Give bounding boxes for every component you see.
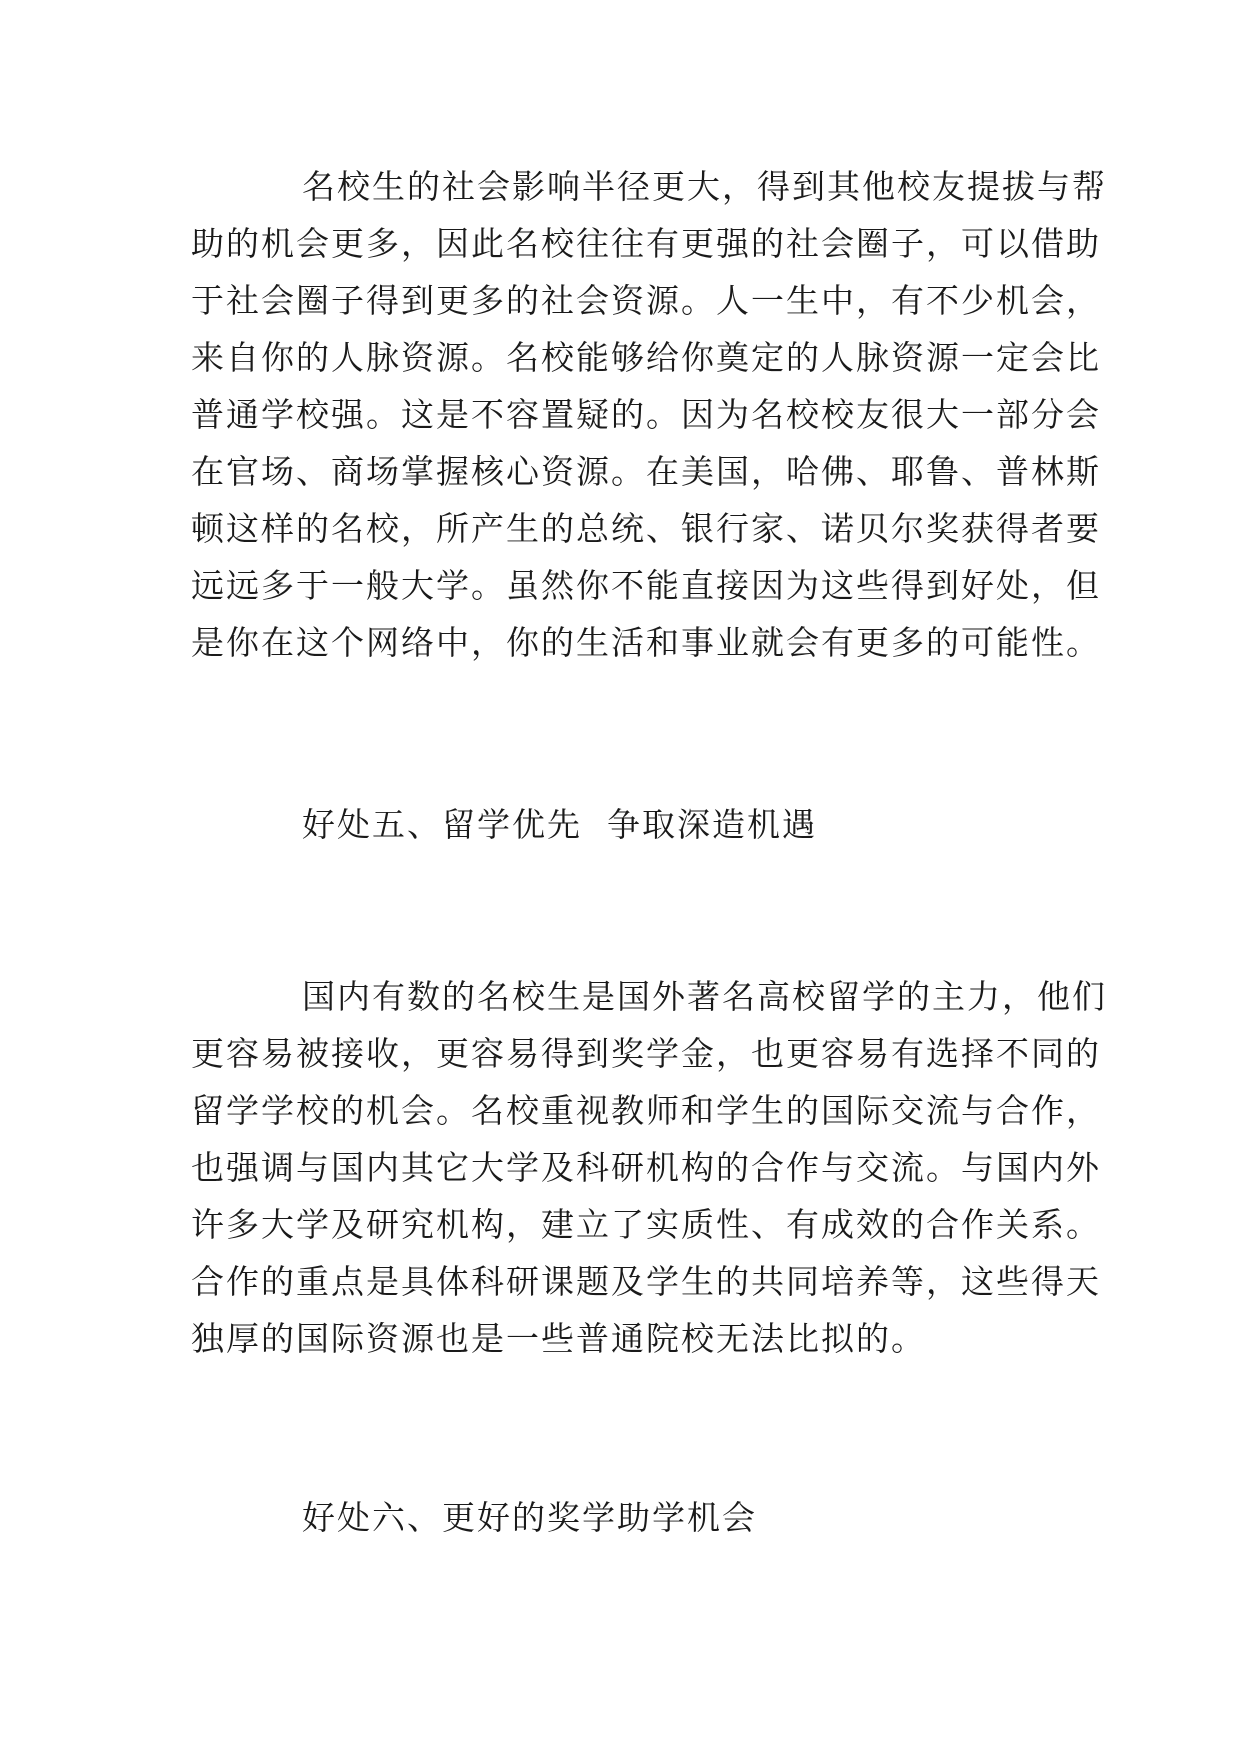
paragraph-line: 留学学校的机会。名校重视教师和学生的国际交流与合作， xyxy=(191,1091,1101,1130)
paragraph-line: 远远多于一般大学。虽然你不能直接因为这些得到好处，但 xyxy=(191,566,1101,605)
section-heading-benefit-5: 好处五、留学优先 争取深造机遇 xyxy=(302,805,817,844)
paragraph-line: 于社会圈子得到更多的社会资源。人一生中，有不少机会， xyxy=(191,281,1101,320)
section-heading-benefit-6: 好处六、更好的奖学助学机会 xyxy=(302,1498,757,1537)
paragraph-line: 在官场、商场掌握核心资源。在美国，哈佛、耶鲁、普林斯 xyxy=(191,452,1101,491)
paragraph-study-abroad xyxy=(191,968,1107,1367)
paragraph-line: 也强调与国内其它大学及科研机构的合作与交流。与国内外 xyxy=(191,1148,1101,1187)
paragraph-line: 独厚的国际资源也是一些普通院校无法比拟的。 xyxy=(191,1319,926,1358)
paragraph-social-network xyxy=(191,158,1107,671)
paragraph-line: 名校生的社会影响半径更大，得到其他校友提拔与帮 xyxy=(302,167,1107,206)
paragraph-line: 普通学校强。这是不容置疑的。因为名校校友很大一部分会 xyxy=(191,395,1101,434)
paragraph-line: 顿这样的名校，所产生的总统、银行家、诺贝尔奖获得者要 xyxy=(191,509,1101,548)
paragraph-line: 更容易被接收，更容易得到奖学金，也更容易有选择不同的 xyxy=(191,1034,1101,1073)
paragraph-line: 助的机会更多，因此名校往往有更强的社会圈子，可以借助 xyxy=(191,224,1101,263)
paragraph-line: 许多大学及研究机构，建立了实质性、有成效的合作关系。 xyxy=(191,1205,1101,1244)
paragraph-line: 来自你的人脉资源。名校能够给你奠定的人脉资源一定会比 xyxy=(191,338,1101,377)
paragraph-line: 合作的重点是具体科研课题及学生的共同培养等，这些得天 xyxy=(191,1262,1101,1301)
paragraph-line: 国内有数的名校生是国外著名高校留学的主力，他们 xyxy=(302,977,1107,1016)
paragraph-line: 是你在这个网络中，你的生活和事业就会有更多的可能性。 xyxy=(191,623,1101,662)
